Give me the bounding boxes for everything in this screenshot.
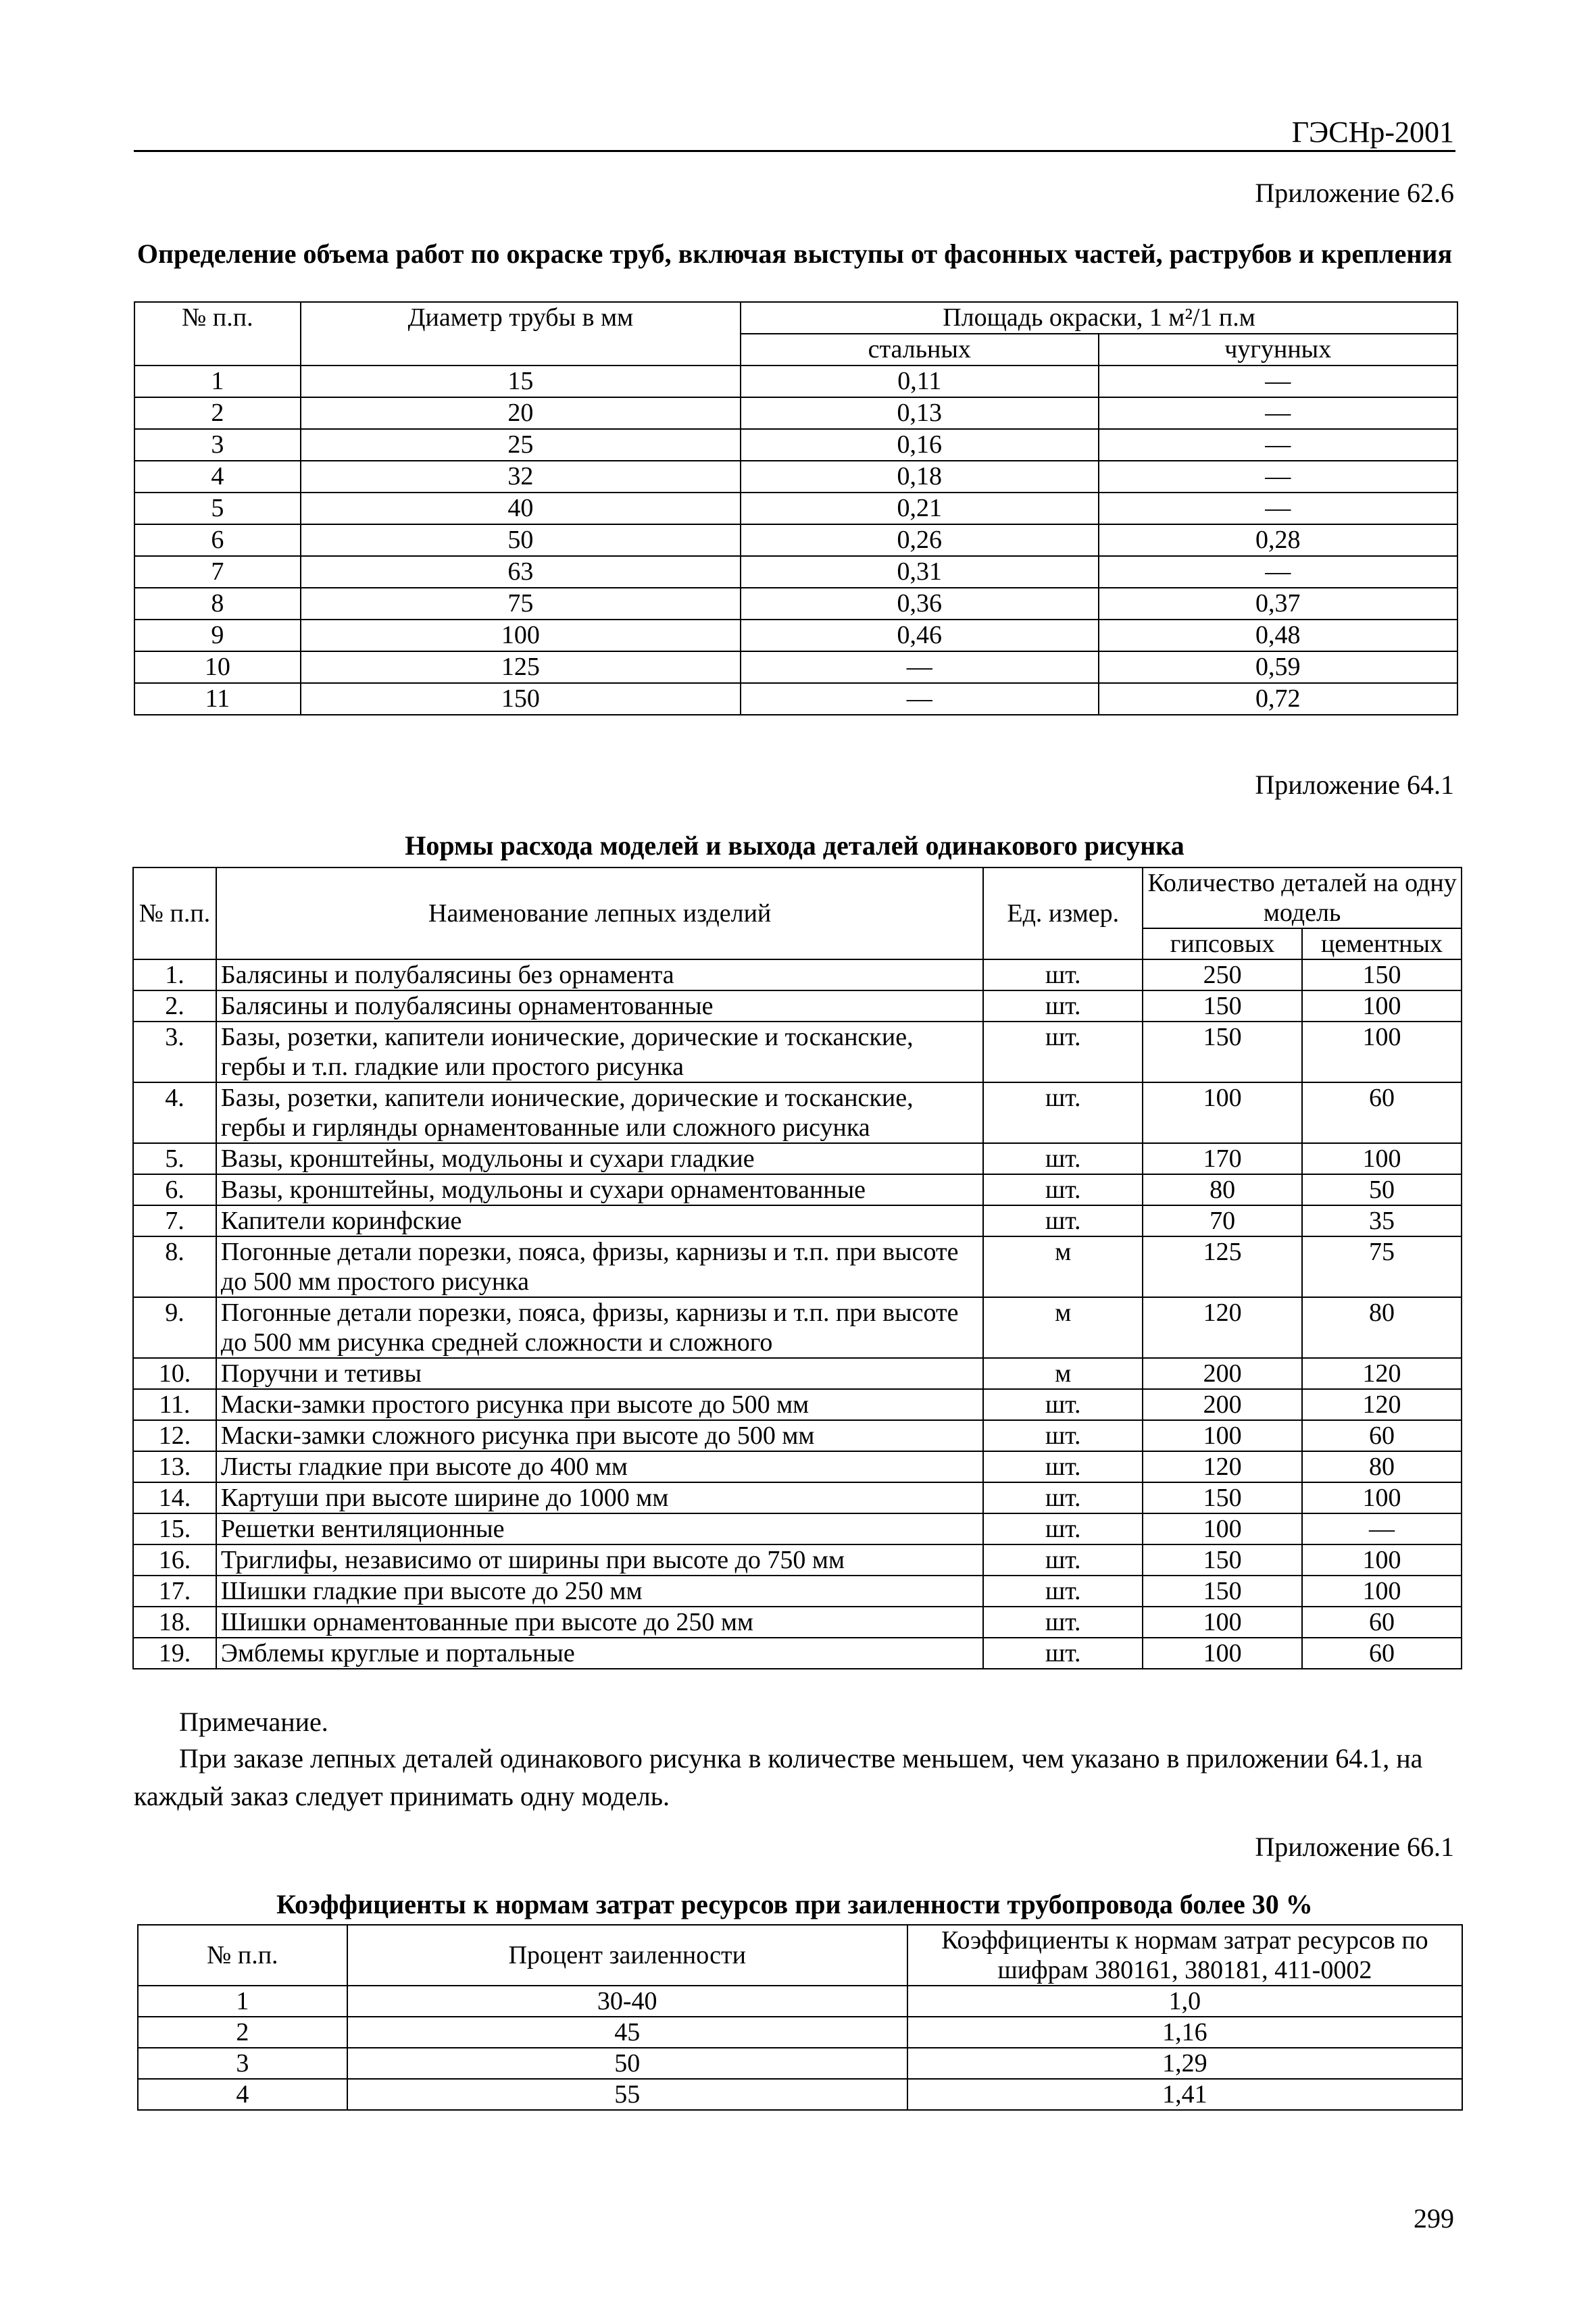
table-row-cell: 170 [1143, 1143, 1302, 1174]
table-row-cell: шт. [983, 1544, 1143, 1576]
table-row-cell: 1,0 [907, 1986, 1462, 2017]
table-row-cell: 100 [1143, 1607, 1302, 1638]
table-row-cell: 120 [1143, 1451, 1302, 1482]
table-row-cell: 7. [133, 1205, 216, 1236]
table-row-cell: 0,26 [741, 524, 1098, 556]
table-row [133, 1022, 1462, 1082]
table-row-cell: — [741, 651, 1098, 683]
table-row-cell: 125 [301, 651, 741, 683]
t1-header-diameter: Диаметр трубы в мм [301, 302, 741, 366]
table-row-cell: шт. [983, 1143, 1143, 1174]
table-row-cell: 150 [1143, 1022, 1302, 1082]
table-row-cell: 0,13 [741, 397, 1098, 429]
table-row-cell: 200 [1143, 1358, 1302, 1389]
table-row-cell: 100 [1143, 1513, 1302, 1544]
table-row-cell: 120 [1143, 1297, 1302, 1358]
table-row-cell: 8. [133, 1236, 216, 1297]
table-row-cell: 1 [138, 1986, 347, 2017]
table-row-cell: 50 [1302, 1174, 1462, 1205]
table-row-cell: 5. [133, 1143, 216, 1174]
table-row-cell: Балясины и полубалясины без орнамента [216, 959, 983, 990]
table-row-cell: 13. [133, 1451, 216, 1482]
note-heading: Примечание. [179, 1707, 328, 1737]
t2-header-name: Наименование лепных изделий [216, 867, 983, 959]
appendix-64-1-label: Приложение 64.1 [1255, 770, 1454, 800]
table-row-cell: 150 [1302, 959, 1462, 990]
table-row-cell: 100 [1143, 1638, 1302, 1669]
table-row-cell: 0,48 [1099, 620, 1458, 651]
table-row-cell: Поручни и тетивы [216, 1358, 983, 1389]
table-row-cell: Погонные детали порезки, пояса, фризы, карнизы и т.п. при высоте до 500 мм рисунка средней сложности и сложного [216, 1297, 983, 1358]
table-row [134, 683, 1457, 715]
table-row [133, 1143, 1462, 1174]
table-row [134, 588, 1457, 620]
table-row-cell: Решетки вентиляционные [216, 1513, 983, 1544]
table-row-cell: 100 [1143, 1420, 1302, 1451]
table-row [133, 1358, 1462, 1389]
table-row-cell: Базы, розетки, капители ионические, дорические и тосканские, гербы и т.п. гладкие или простого рисунка [216, 1022, 983, 1082]
table-row-cell: шт. [983, 1082, 1143, 1143]
table-row-cell: 150 [1143, 1544, 1302, 1576]
table-row-cell: Балясины и полубалясины орнаментованные [216, 990, 983, 1022]
table1-title: Определение объема работ по окраске труб, включая выступы от фасонных частей, раструбов и крепления [136, 238, 1453, 269]
table-row-cell: 100 [1302, 1482, 1462, 1513]
table-row-cell: Погонные детали порезки, пояса, фризы, карнизы и т.п. при высоте до 500 мм простого рисунка [216, 1236, 983, 1297]
table-row-cell: — [1099, 366, 1458, 397]
table-row-cell: Маски-замки простого рисунка при высоте до 500 мм [216, 1389, 983, 1420]
table-row-cell: 200 [1143, 1389, 1302, 1420]
table-row-cell: 150 [1143, 990, 1302, 1022]
table2-title: Нормы расхода моделей и выхода деталей одинакового рисунка [405, 830, 1184, 861]
table-row-cell: 50 [347, 2048, 907, 2079]
table-row-cell: шт. [983, 1205, 1143, 1236]
table-row-cell: шт. [983, 1482, 1143, 1513]
table-row-cell: 12. [133, 1420, 216, 1451]
table-row [133, 959, 1462, 990]
table-row-cell: Триглифы, независимо от ширины при высоте до 750 мм [216, 1544, 983, 1576]
t2-header-gypsum: гипсовых [1143, 928, 1302, 959]
table-row [138, 1986, 1462, 2017]
note-text: При заказе лепных деталей одинакового рисунка в количестве меньшем, чем указано в приложении 64.1, на каждый заказ следует принимать одну модель. [134, 1743, 1423, 1811]
table-row [133, 1482, 1462, 1513]
table-row-cell: 0,28 [1099, 524, 1458, 556]
table-row-cell: 80 [1302, 1297, 1462, 1358]
t3-header-num: № п.п. [138, 1925, 347, 1986]
table-row-cell: — [1099, 493, 1458, 524]
table-row [138, 2017, 1462, 2048]
table-row-cell: 8 [134, 588, 301, 620]
table-row [133, 1576, 1462, 1607]
table3-title: Коэффициенты к нормам затрат ресурсов при заиленности трубопровода более 30 % [276, 1889, 1313, 1919]
table-row-cell: 3. [133, 1022, 216, 1082]
table-row [133, 1638, 1462, 1669]
table-row-cell: 60 [1302, 1420, 1462, 1451]
table-row-cell: 15 [301, 366, 741, 397]
table-row-cell: 0,18 [741, 461, 1098, 493]
table-row [133, 1389, 1462, 1420]
table-row [133, 1082, 1462, 1143]
table-row-cell: 5 [134, 493, 301, 524]
table-row-cell: 100 [301, 620, 741, 651]
table-row-cell: 3 [134, 429, 301, 461]
appendix-66-1-label: Приложение 66.1 [1255, 1832, 1454, 1862]
table-row-cell: 45 [347, 2017, 907, 2048]
table-row-cell: 35 [1302, 1205, 1462, 1236]
table-row-cell: 55 [347, 2079, 907, 2110]
t1-header-num: № п.п. [134, 302, 301, 366]
table-row-cell: 75 [1302, 1236, 1462, 1297]
table-row-cell: Базы, розетки, капители ионические, дорические и тосканские, гербы и гирлянды орнаментованные или сложного рисунка [216, 1082, 983, 1143]
table-row [133, 1174, 1462, 1205]
table-row [134, 493, 1457, 524]
t3-header-percent: Процент заиленности [347, 1925, 907, 1986]
table-row-cell: 4. [133, 1082, 216, 1143]
table-row [134, 524, 1457, 556]
table-row-cell: Шишки гладкие при высоте до 250 мм [216, 1576, 983, 1607]
table-row-cell: 0,59 [1099, 651, 1458, 683]
document-code: ГЭСНр-2001 [1291, 116, 1454, 149]
table-row-cell: 40 [301, 493, 741, 524]
table-row-cell: 120 [1302, 1358, 1462, 1389]
table-row-cell: 17. [133, 1576, 216, 1607]
table-row-cell: 6 [134, 524, 301, 556]
molding-norms-table [132, 867, 1462, 1669]
table-row-cell: 100 [1302, 990, 1462, 1022]
table-row-cell: 0,21 [741, 493, 1098, 524]
table-row [133, 990, 1462, 1022]
table-row-cell: м [983, 1358, 1143, 1389]
table-row-cell: 11. [133, 1389, 216, 1420]
table-row-cell: 10 [134, 651, 301, 683]
table-row-cell: 9 [134, 620, 301, 651]
table-row-cell: 0,36 [741, 588, 1098, 620]
table-row-cell: 16. [133, 1544, 216, 1576]
table-row-cell: 19. [133, 1638, 216, 1669]
table-row-cell: шт. [983, 1576, 1143, 1607]
table-row [133, 1420, 1462, 1451]
table-row-cell: шт. [983, 1451, 1143, 1482]
table-row-cell: 10. [133, 1358, 216, 1389]
table-row-cell: 9. [133, 1297, 216, 1358]
table-row-cell: 1,41 [907, 2079, 1462, 2110]
table-row [138, 2048, 1462, 2079]
table-row-cell: 2 [134, 397, 301, 429]
table-row-cell: 3 [138, 2048, 347, 2079]
table-row-cell: шт. [983, 1022, 1143, 1082]
table-row-cell: Шишки орнаментованные при высоте до 250 мм [216, 1607, 983, 1638]
table-row [134, 651, 1457, 683]
table-row-cell: 20 [301, 397, 741, 429]
table-row-cell: м [983, 1236, 1143, 1297]
table-row-cell: 60 [1302, 1638, 1462, 1669]
t3-header-coef: Коэффициенты к нормам затрат ресурсов по шифрам 380161, 380181, 411-0002 [907, 1925, 1462, 1986]
table-row [133, 1205, 1462, 1236]
table-row [133, 1607, 1462, 1638]
t2-header-num: № п.п. [133, 867, 216, 959]
table-row-cell: шт. [983, 959, 1143, 990]
table-row-cell: — [1099, 397, 1458, 429]
table-row-cell: — [1099, 429, 1458, 461]
pipe-painting-table [134, 301, 1458, 715]
t1-header-steel: стальных [741, 334, 1098, 366]
table-row-cell: 14. [133, 1482, 216, 1513]
table-row-cell: шт. [983, 1174, 1143, 1205]
table-row-cell: 100 [1302, 1576, 1462, 1607]
table-row-cell: Капители коринфские [216, 1205, 983, 1236]
table-row-cell: 100 [1143, 1082, 1302, 1143]
table-row-cell: 120 [1302, 1389, 1462, 1420]
table-row-cell: 0,11 [741, 366, 1098, 397]
table-row-cell: 0,46 [741, 620, 1098, 651]
table-row-cell: 100 [1302, 1544, 1462, 1576]
table-row-cell: 1,16 [907, 2017, 1462, 2048]
table-row [134, 556, 1457, 588]
table-row-cell: 60 [1302, 1607, 1462, 1638]
table-row-cell: — [741, 683, 1098, 715]
table-row [133, 1236, 1462, 1297]
table-row-cell: шт. [983, 1420, 1143, 1451]
table-row-cell: шт. [983, 1607, 1143, 1638]
table-row-cell: 0,37 [1099, 588, 1458, 620]
table-row-cell: — [1302, 1513, 1462, 1544]
table-row-cell: 250 [1143, 959, 1302, 990]
silting-coefficients-table [137, 1924, 1463, 2111]
table-row-cell: 150 [1143, 1482, 1302, 1513]
table-row-cell: 25 [301, 429, 741, 461]
t1-header-cast: чугунных [1099, 334, 1458, 366]
table-row-cell: 60 [1302, 1082, 1462, 1143]
table-row-cell: 75 [301, 588, 741, 620]
table-row-cell: 70 [1143, 1205, 1302, 1236]
appendix-62-6-label: Приложение 62.6 [1255, 178, 1454, 208]
table-row-cell: Картуши при высоте ширине до 1000 мм [216, 1482, 983, 1513]
table-row-cell: Вазы, кронштейны, модульоны и сухари гладкие [216, 1143, 983, 1174]
table-row [134, 366, 1457, 397]
table-row [134, 397, 1457, 429]
table-row-cell: Вазы, кронштейны, модульоны и сухари орнаментованные [216, 1174, 983, 1205]
table-row-cell: — [1099, 556, 1458, 588]
table-row [133, 1297, 1462, 1358]
table-row-cell: 30-40 [347, 1986, 907, 2017]
table-row-cell: 0,16 [741, 429, 1098, 461]
table-row [133, 1451, 1462, 1482]
table-row-cell: 80 [1143, 1174, 1302, 1205]
table-row-cell: шт. [983, 1513, 1143, 1544]
table-row-cell: 1,29 [907, 2048, 1462, 2079]
t2-header-cement: цементных [1302, 928, 1462, 959]
table-row-cell: Листы гладкие при высоте до 400 мм [216, 1451, 983, 1482]
table-row-cell: 80 [1302, 1451, 1462, 1482]
header-rule [134, 150, 1455, 152]
table-row-cell: Маски-замки сложного рисунка при высоте до 500 мм [216, 1420, 983, 1451]
table-row-cell: 4 [138, 2079, 347, 2110]
table-row-cell: 100 [1302, 1022, 1462, 1082]
table-row-cell: 2. [133, 990, 216, 1022]
table-row-cell: шт. [983, 1638, 1143, 1669]
table-row-cell: 1 [134, 366, 301, 397]
table-row-cell: 150 [1143, 1576, 1302, 1607]
table-row-cell: шт. [983, 990, 1143, 1022]
table-row [138, 2079, 1462, 2110]
table-row [133, 1513, 1462, 1544]
t1-header-area: Площадь окраски, 1 м²/1 п.м [741, 302, 1457, 334]
table-row-cell: 32 [301, 461, 741, 493]
table-row-cell: шт. [983, 1389, 1143, 1420]
table-row [134, 620, 1457, 651]
table-row-cell: 6. [133, 1174, 216, 1205]
table-row-cell: 15. [133, 1513, 216, 1544]
table-row-cell: 4 [134, 461, 301, 493]
table-row-cell: м [983, 1297, 1143, 1358]
page-number: 299 [1414, 2203, 1454, 2234]
table-row-cell: 100 [1302, 1143, 1462, 1174]
table-row [134, 461, 1457, 493]
table-row [134, 429, 1457, 461]
table-row-cell: 50 [301, 524, 741, 556]
table-row-cell: 150 [301, 683, 741, 715]
table-row-cell: 63 [301, 556, 741, 588]
table-row-cell: — [1099, 461, 1458, 493]
table-row-cell: 18. [133, 1607, 216, 1638]
t2-header-unit: Ед. измер. [983, 867, 1143, 959]
table-row-cell: Эмблемы круглые и портальные [216, 1638, 983, 1669]
table-row-cell: 0,72 [1099, 683, 1458, 715]
table-row [133, 1544, 1462, 1576]
table-row-cell: 2 [138, 2017, 347, 2048]
table-row-cell: 11 [134, 683, 301, 715]
t2-header-qty: Количество деталей на одну модель [1143, 867, 1462, 928]
table-row-cell: 125 [1143, 1236, 1302, 1297]
table-row-cell: 7 [134, 556, 301, 588]
table-row-cell: 0,31 [741, 556, 1098, 588]
table-row-cell: 1. [133, 959, 216, 990]
